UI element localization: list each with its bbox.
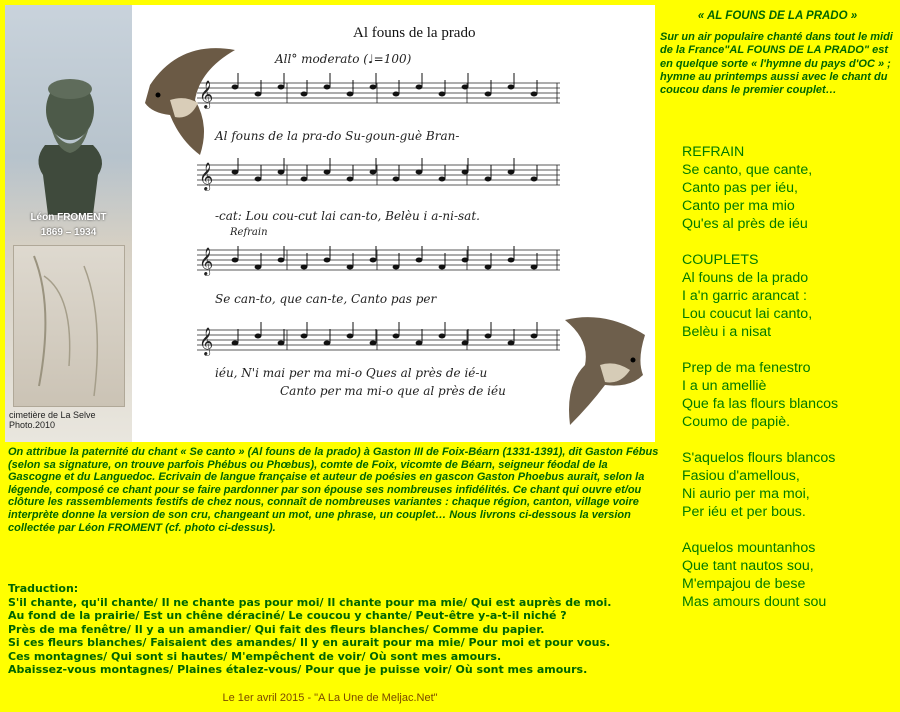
note-head	[439, 265, 446, 270]
note-head	[255, 334, 262, 339]
note-head	[462, 341, 469, 346]
score-lyric-line: Al founs de la pra-do Su-goun-guè Bran-	[215, 129, 460, 143]
illustration-panel	[5, 5, 655, 442]
note-head	[278, 258, 285, 263]
score-lyric-line: Canto per ma mi-o que al près de iéu	[280, 384, 506, 398]
note-head	[508, 258, 515, 263]
note-head	[232, 258, 239, 263]
score-lyric-line: iéu, N'i mai per ma mi-o Ques al près de ié-u	[215, 366, 488, 380]
note-head	[508, 85, 515, 90]
note-head	[255, 92, 262, 97]
tempo-marking: All° moderato (♩=100)	[275, 52, 412, 66]
note-head	[301, 92, 308, 97]
translation-line: Si ces fleurs blanches/ Faisaient des amandes/ Il y en aurait pour ma mie/ Pour moi et pour vous.	[8, 636, 611, 649]
lyric-line: Mas amours dount sou	[682, 594, 827, 610]
note-head	[416, 170, 423, 175]
note-head	[278, 170, 285, 175]
treble-clef: 𝄞	[199, 163, 214, 190]
refrain-marking: Refrain	[230, 227, 268, 238]
memorial-photo	[5, 5, 132, 442]
note-head	[416, 85, 423, 90]
note-head	[232, 170, 239, 175]
treble-clef: 𝄞	[199, 81, 214, 108]
note-head	[232, 341, 239, 346]
translation-block	[8, 582, 668, 677]
note-head	[531, 334, 538, 339]
translation-heading: Traduction:	[8, 582, 79, 595]
note-head	[370, 258, 377, 263]
lyric-line: M'empajou de bese	[682, 576, 806, 592]
note-head	[301, 265, 308, 270]
note-head	[485, 334, 492, 339]
note-head	[416, 258, 423, 263]
note-head	[347, 177, 354, 182]
lyric-line: Per iéu et per bous.	[682, 504, 806, 520]
sheet-music	[185, 45, 565, 425]
note-head	[324, 170, 331, 175]
lyric-line: Fasiou d'amellous,	[682, 468, 800, 484]
note-head	[508, 170, 515, 175]
lyric-line: S'aquelos flours blancos	[682, 450, 836, 466]
translation-line: Abaissez-vous montagnes/ Plaines étalez-vous/ Pour que je puisse voir/ Où sont mes amours.	[8, 663, 588, 676]
note-head	[393, 177, 400, 182]
note-head	[531, 177, 538, 182]
note-head	[301, 334, 308, 339]
note-head	[370, 85, 377, 90]
treble-clef: 𝄞	[199, 248, 214, 275]
lyric-line: Canto per ma mio	[682, 198, 795, 214]
lyric-line: Belèu i a nisat	[682, 324, 772, 340]
lyric-line: I a un amelliè	[682, 378, 767, 394]
song-lyrics	[682, 143, 892, 611]
translation-line: Près de ma fenêtre/ Il y a un amandier/ Qui fait des fleurs blanches/ Comme du papier.	[8, 622, 545, 636]
note-head	[255, 177, 262, 182]
note-head	[416, 341, 423, 346]
couplets-heading: COUPLETS	[682, 252, 759, 268]
caption-location: cimetière de La Selve	[9, 410, 96, 420]
lyric-line: Prep de ma fenestro	[682, 360, 811, 376]
note-head	[462, 258, 469, 263]
note-head	[324, 341, 331, 346]
note-head	[255, 265, 262, 270]
lyric-line: Se canto, que cante,	[682, 162, 813, 178]
note-head	[462, 170, 469, 175]
note-head	[301, 177, 308, 182]
note-head	[278, 341, 285, 346]
footer-credit: Le 1er avril 2015 - "A La Une de Meljac.Net"	[222, 692, 438, 704]
bird-image-top	[140, 45, 240, 160]
lyric-line: Lou coucut lai canto,	[682, 306, 813, 322]
lyric-line: Qu'es al près de iéu	[682, 216, 808, 232]
note-head	[393, 92, 400, 97]
translation-line: S'il chante, qu'il chante/ Il ne chante pas pour moi/ Il chante pour ma mie/ Qui est auprès de moi.	[8, 595, 612, 609]
lyric-line: Coumo de papiè.	[682, 414, 791, 430]
translation-line: Ces montagnes/ Qui sont si hautes/ M'empêchent de voir/ Où sont mes amours.	[8, 649, 502, 663]
note-head	[347, 334, 354, 339]
lyric-line: Que fa las flours blancos	[682, 396, 839, 412]
score-lyric-line: Se can-to, que can-te, Canto pas per	[215, 292, 437, 306]
lyric-line: I a'n garric arancat :	[682, 288, 807, 304]
caption-year: Photo.2010	[9, 420, 56, 430]
note-head	[439, 177, 446, 182]
memorial-stone	[13, 245, 125, 407]
history-paragraph: On attribue la paternité du chant « Se canto » (Al founs de la prado) à Gaston III de Foix-Béarn (1331-1391), dit Gaston Fébus (selon sa signature, on trouve parfois Phébus ou Phœbus), comte de Foix, vicomte de Béarn, seigneur féodal de la Gascogne et du Languedoc. Ecrivain de langue française et auteur de poésies en gascon Gaston Phoebus aurait, selon la légende, composé ce chant pour se faire pardonner par son épouse ses nombreuses infidélités. Ce chant qui ouvre et/ou clôture les rassemblements festifs de chez nous, connaît de nombreuses variantes : chaque région, canton, village voire interprète donne la version de son cru, changeant un mot, une phrase, un couplet… Nous livrons ci-dessous la version collectée par Léon FROMENT (cf. photo ci-dessus).	[8, 446, 659, 534]
bust-image	[23, 65, 118, 215]
intro-paragraph: Sur un air populaire chanté dans tout le midi de la France"AL FOUNS DE LA PRADO" est en quelque sorte « l'hymne du pays d'OC » ; hymne au printemps aussi avec le chant du coucou dans le premier couplet…	[660, 31, 893, 97]
note-head	[531, 265, 538, 270]
treble-clef: 𝄞	[199, 328, 214, 355]
note-head	[462, 85, 469, 90]
song-title: « AL FOUNS DE LA PRADO »	[697, 10, 858, 22]
lyric-line: Canto pas per iéu,	[682, 180, 798, 196]
note-head	[485, 177, 492, 182]
note-head	[508, 341, 515, 346]
lyric-line: Aquelos mountanhos	[682, 540, 816, 556]
note-head	[393, 265, 400, 270]
note-head	[324, 258, 331, 263]
lyric-line: Al founs de la prado	[682, 270, 809, 286]
note-head	[324, 85, 331, 90]
score-lyrics	[214, 129, 506, 398]
score-title: Al founs de la prado	[353, 25, 476, 41]
note-head	[347, 92, 354, 97]
photo-caption	[9, 410, 96, 430]
lyric-line: Que tant nautos sou,	[682, 558, 814, 574]
translation-line: Au fond de la prairie/ Est un chêne déraciné/ Le coucou y chante/ Peut-être y-a-t-il niché ?	[8, 609, 567, 622]
note-head	[278, 85, 285, 90]
refrain-heading: REFRAIN	[682, 144, 745, 160]
note-head	[347, 265, 354, 270]
note-head	[370, 170, 377, 175]
note-head	[393, 334, 400, 339]
lyric-line: Ni aurio per ma moi,	[682, 486, 810, 502]
memorial-dates: 1869 – 1934	[40, 227, 97, 238]
note-head	[439, 92, 446, 97]
score-lyric-line: -cat: Lou cou-cut lai can-to, Belèu i a-ni-sat.	[215, 209, 480, 223]
note-head	[485, 92, 492, 97]
note-head	[485, 265, 492, 270]
note-head	[531, 92, 538, 97]
memorial-name: Léon FROMENT	[30, 212, 107, 223]
note-head	[370, 341, 377, 346]
bird-image-bottom	[545, 310, 650, 430]
note-head	[439, 334, 446, 339]
